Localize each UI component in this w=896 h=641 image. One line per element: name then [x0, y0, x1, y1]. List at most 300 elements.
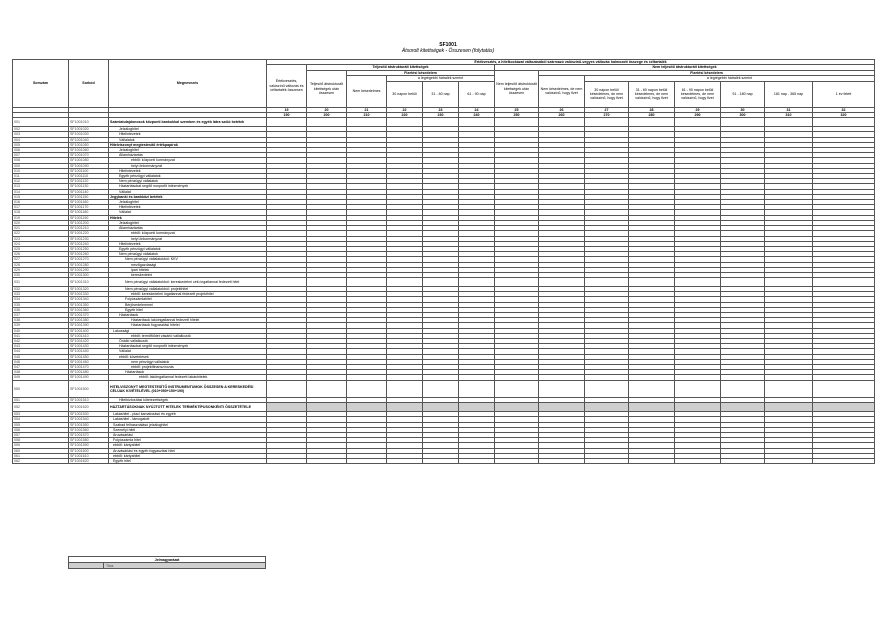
row-label: ebből: kártyahitel: [109, 453, 267, 458]
row-code: SF1001110: [69, 174, 109, 179]
column-number: 25: [495, 107, 539, 112]
row-label: mezőgazdasági: [109, 262, 267, 267]
row-number: 025: [13, 246, 69, 251]
value-cell[interactable]: [347, 459, 387, 464]
row-label: ipari hitelek: [109, 267, 267, 272]
value-cell[interactable]: [675, 278, 721, 287]
row-label: Egyéb pénzügyi vállalatok: [109, 174, 267, 179]
table-body: [13, 118, 875, 464]
row-label: Lakáshitel - támogatott: [109, 417, 267, 422]
column-code: 320: [813, 113, 875, 118]
row-code: SF1001560: [69, 427, 109, 432]
row-label: Hitelintézetek: [109, 132, 267, 137]
value-cell[interactable]: [459, 118, 495, 127]
row-code: SF1001460: [69, 359, 109, 364]
value-cell[interactable]: [307, 403, 347, 412]
row-number: 056: [13, 427, 69, 432]
row-label: Államháztartás: [109, 226, 267, 231]
row-number: 003: [13, 132, 69, 137]
row-number: 034: [13, 297, 69, 302]
value-cell[interactable]: [813, 459, 875, 464]
row-label: Nem pénzügyi vállalatokból: KKV: [109, 257, 267, 262]
row-label: Háztartásokat segítő nonprofit intézmények: [109, 184, 267, 189]
row-label: Hitelbiztosítási kötelezettségek: [109, 398, 267, 403]
value-cell[interactable]: [721, 278, 765, 287]
row-number: 001: [13, 118, 69, 127]
row-code: SF1001230: [69, 236, 109, 241]
value-cell[interactable]: [585, 459, 629, 464]
row-label: Hitelintézetek: [109, 241, 267, 246]
row-number: 058: [13, 438, 69, 443]
column-code: 250: [495, 113, 539, 118]
table-row: [13, 459, 875, 464]
row-label: Bérjövedelemmel: [109, 302, 267, 307]
value-cell[interactable]: [675, 380, 721, 398]
row-code: SF1001100: [69, 168, 109, 173]
row-label: Egyéb hitel: [109, 307, 267, 312]
header-days-2: a legrégebbi hátralék szerint: [585, 76, 875, 81]
column-code: 260: [539, 113, 585, 118]
value-cell[interactable]: [423, 118, 459, 127]
row-number: 031: [13, 278, 69, 287]
row-code: SF1001130: [69, 184, 109, 189]
column-code: 190: [267, 113, 307, 118]
header-col-22: 30 napon belüli: [387, 81, 423, 107]
row-code: SF1001600: [69, 448, 109, 453]
row-number: 057: [13, 432, 69, 437]
row-code: SF1001220: [69, 231, 109, 236]
legend-item: Tilos: [104, 563, 266, 569]
row-label: kereskedelmi: [109, 272, 267, 277]
row-number: 017: [13, 205, 69, 210]
header-col-24: 61 - 90 nap: [459, 81, 495, 107]
row-label: Háztartások: [109, 312, 267, 317]
row-number: 002: [13, 127, 69, 132]
row-code: SF1001340: [69, 297, 109, 302]
row-code: SF1001520: [69, 403, 109, 412]
row-label: Folyószámla hitel: [109, 438, 267, 443]
row-code: SF1001390: [69, 323, 109, 328]
row-code: SF1001150: [69, 194, 109, 199]
report-table: [12, 59, 875, 464]
row-number: 030: [13, 272, 69, 277]
row-code: SF1001500: [69, 380, 109, 398]
value-cell[interactable]: [765, 278, 813, 287]
value-cell[interactable]: [629, 278, 675, 287]
row-label: Jelzáloghitel: [109, 127, 267, 132]
row-code: SF1001160: [69, 200, 109, 205]
column-number: 22: [387, 107, 423, 112]
value-cell[interactable]: [765, 380, 813, 398]
row-label: Vállalat: [109, 210, 267, 215]
value-cell[interactable]: [387, 278, 423, 287]
value-cell[interactable]: [539, 278, 585, 287]
value-cell[interactable]: [721, 380, 765, 398]
row-code: SF1001190: [69, 215, 109, 220]
value-cell[interactable]: [539, 403, 585, 412]
row-code: SF1001090: [69, 163, 109, 168]
row-label: Hitelintézetek: [109, 205, 267, 210]
legend-table: [68, 556, 266, 569]
column-code: 200: [307, 113, 347, 118]
row-number: 051: [13, 398, 69, 403]
value-cell[interactable]: [459, 459, 495, 464]
row-number: 042: [13, 338, 69, 343]
column-code: 310: [765, 113, 813, 118]
row-number: 039: [13, 323, 69, 328]
report-subtitle: Átsorolt kitettségek - Összesen (folytatás): [401, 48, 495, 54]
row-code: SF1001030: [69, 132, 109, 137]
row-code: SF1001050: [69, 142, 109, 147]
row-label: Lakáshitel - piaci kamatozású és egyéb: [109, 412, 267, 417]
value-cell[interactable]: [307, 118, 347, 127]
value-cell[interactable]: [267, 459, 307, 464]
row-label: Jelzáloghitel: [109, 220, 267, 225]
row-label: Jelzáloghitel: [109, 148, 267, 153]
row-number: 038: [13, 318, 69, 323]
row-code: SF1001590: [69, 443, 109, 448]
value-cell[interactable]: [539, 459, 585, 464]
row-label: Lakossági: [109, 328, 267, 333]
row-label: Vállalat: [109, 189, 267, 194]
row-code: SF1001440: [69, 349, 109, 354]
row-number: 032: [13, 286, 69, 291]
row-label: Szabad felhasználású jelzáloghitel: [109, 422, 267, 427]
row-number: 023: [13, 236, 69, 241]
row-code: SF1001350: [69, 302, 109, 307]
row-number: 029: [13, 267, 69, 272]
row-label: Önálló vállalkozók: [109, 338, 267, 343]
value-cell[interactable]: [539, 118, 585, 127]
value-cell[interactable]: [495, 118, 539, 127]
value-cell[interactable]: [721, 459, 765, 464]
row-number: 052: [13, 403, 69, 412]
value-cell[interactable]: [423, 278, 459, 287]
column-code: 290: [675, 113, 721, 118]
row-number: 015: [13, 194, 69, 199]
row-number: 036: [13, 307, 69, 312]
row-code: SF1001180: [69, 210, 109, 215]
value-cell[interactable]: [495, 403, 539, 412]
row-number: 048: [13, 370, 69, 375]
row-code: SF1001070: [69, 153, 109, 158]
header-col-26: Nem késedelmes, de nem valószínű, hogy fizet: [539, 76, 585, 107]
table-row: [13, 118, 875, 127]
value-cell[interactable]: [675, 459, 721, 464]
row-label: helyi önkormányzat: [109, 236, 267, 241]
row-label: ebből: kártyahitel: [109, 443, 267, 448]
column-number: 31: [765, 107, 813, 112]
value-cell[interactable]: [721, 118, 765, 127]
value-cell[interactable]: [629, 118, 675, 127]
value-cell[interactable]: [629, 403, 675, 412]
row-number: 047: [13, 364, 69, 369]
legend-title: Jelmagyarázat: [69, 557, 266, 563]
row-label: Jegybanki és bankközi betétek: [109, 194, 267, 199]
header-past-due-1: Fizetési késedelem: [347, 70, 495, 75]
value-cell[interactable]: [423, 459, 459, 464]
column-number: 20: [307, 107, 347, 112]
report-code: SF1001: [439, 42, 457, 48]
header-col-29: 61 - 90 napon belüli késedelmes, de nem valószínű, hogy fizet: [675, 81, 721, 107]
value-cell[interactable]: [387, 459, 423, 464]
row-number: 049: [13, 375, 69, 380]
header-group-nonperforming: Nem teljesítő átstrukturált kitettségek: [495, 65, 875, 70]
row-code: SF1001200: [69, 220, 109, 225]
value-cell[interactable]: [347, 118, 387, 127]
row-number: 046: [13, 359, 69, 364]
header-col-21: Nem késedelmes: [347, 76, 387, 107]
value-cell[interactable]: [813, 278, 875, 287]
row-number: 006: [13, 148, 69, 153]
value-cell[interactable]: [267, 380, 307, 398]
row-code: SF1001300: [69, 272, 109, 277]
value-cell[interactable]: [459, 380, 495, 398]
column-number: 24: [459, 107, 495, 112]
row-code: SF1001280: [69, 262, 109, 267]
row-label: ebből: projektfinanszírozás: [109, 364, 267, 369]
value-cell[interactable]: [423, 380, 459, 398]
row-code: SF1001310: [69, 278, 109, 287]
row-label: ebből: követelések: [109, 354, 267, 359]
row-label: ebből: termőföldet vásárló vállalkozók: [109, 333, 267, 338]
value-cell[interactable]: [387, 403, 423, 412]
column-code: 230: [423, 113, 459, 118]
row-number: 040: [13, 328, 69, 333]
value-cell[interactable]: [267, 118, 307, 127]
header-megnevezes: Megnevezés: [109, 60, 267, 108]
table-row: [13, 278, 875, 287]
value-cell[interactable]: [585, 278, 629, 287]
row-number: 014: [13, 189, 69, 194]
row-label: Hitelviszonyt megtestesítő értékpapírok: [109, 142, 267, 147]
row-code: SF1001290: [69, 267, 109, 272]
header-col-27: 30 napon belüli késedelmes, de nem valószínű, hogy fizet: [585, 81, 629, 107]
row-code: SF1001420: [69, 338, 109, 343]
header-past-due-2: Fizetési késedelem: [539, 70, 875, 75]
row-code: SF1001260: [69, 252, 109, 257]
value-cell[interactable]: [765, 459, 813, 464]
row-number: 027: [13, 257, 69, 262]
row-code: SF1001410: [69, 333, 109, 338]
row-label: Nem pénzügyi vállalatok: [109, 179, 267, 184]
value-cell[interactable]: [459, 278, 495, 287]
column-number: 30: [721, 107, 765, 112]
row-code: SF1001060: [69, 148, 109, 153]
header-col-23: 31 - 60 nap: [423, 81, 459, 107]
row-number: 013: [13, 184, 69, 189]
row-number: 004: [13, 137, 69, 142]
column-code: 270: [585, 113, 629, 118]
value-cell[interactable]: [347, 403, 387, 412]
value-cell[interactable]: [675, 118, 721, 127]
row-label: Folyószámlahitel: [109, 297, 267, 302]
row-code: SF1001540: [69, 417, 109, 422]
row-number: 018: [13, 210, 69, 215]
row-code: SF1001610: [69, 453, 109, 458]
header-col-31: 181 nap - 365 nap: [765, 81, 813, 107]
row-code: SF1001010: [69, 118, 109, 127]
row-label: Háztartások lakóingatlannal fedezett hitelei: [109, 318, 267, 323]
row-code: SF1001430: [69, 344, 109, 349]
row-label: Háztartások fogyasztási hitelei: [109, 323, 267, 328]
header-col-32: 1 év felett: [813, 81, 875, 107]
row-code: SF1001400: [69, 328, 109, 333]
row-label: nem pénzügyi vállalatok: [109, 359, 267, 364]
header-days-1: a legrégebbi hátralék szerint: [387, 76, 495, 81]
row-number: 007: [13, 153, 69, 158]
value-cell[interactable]: [347, 278, 387, 287]
row-label: Vállalatok: [109, 137, 267, 142]
row-label: Hitelintézetek: [109, 168, 267, 173]
row-label: HÁZTARTÁSOKNAK NYÚJTOTT HITELEK TERMÉKTÍPUSONKÉNTI ÖSSZETÉTELE: [109, 403, 267, 412]
value-cell[interactable]: [539, 380, 585, 398]
row-label: Nem pénzügyi vállalatokból: kereskedelmi célú ingatlannal fedezett hitel: [109, 278, 267, 287]
row-label: Nem pénzügyi vállalatok: [109, 252, 267, 257]
row-code: SF1001530: [69, 412, 109, 417]
value-cell[interactable]: [765, 403, 813, 412]
row-label: Személyi hitel: [109, 427, 267, 432]
row-code: SF1001120: [69, 179, 109, 184]
column-number: 23: [423, 107, 459, 112]
row-number: 043: [13, 344, 69, 349]
value-cell[interactable]: [813, 380, 875, 398]
value-cell[interactable]: [585, 380, 629, 398]
column-number: 19: [267, 107, 307, 112]
row-number: 044: [13, 349, 69, 354]
row-number: 028: [13, 262, 69, 267]
row-code: SF1001620: [69, 459, 109, 464]
row-label: ebből: kereskedelmi ingatlannal fedezett projekthitel: [109, 292, 267, 297]
row-label: helyi önkormányzat: [109, 163, 267, 168]
value-cell[interactable]: [495, 278, 539, 287]
header-group-performing: Teljesítő átstrukturált kitettségek: [307, 65, 495, 70]
value-cell[interactable]: [495, 380, 539, 398]
row-number: 008: [13, 158, 69, 163]
value-cell[interactable]: [307, 459, 347, 464]
row-label: Háztartásokat segítő nonprofit intézmények: [109, 344, 267, 349]
row-code: SF1001360: [69, 307, 109, 312]
value-cell[interactable]: [495, 459, 539, 464]
row-label: Háztartások: [109, 370, 267, 375]
row-code: SF1001490: [69, 375, 109, 380]
row-number: 061: [13, 453, 69, 458]
row-number: 022: [13, 231, 69, 236]
row-number: 054: [13, 417, 69, 422]
value-cell[interactable]: [629, 380, 675, 398]
value-cell[interactable]: [267, 403, 307, 412]
column-number: 21: [347, 107, 387, 112]
column-code: 280: [629, 113, 675, 118]
row-label: HITELVISZONYT MEGTESTESÍTŐ INSTRUMENTUMOK ÖSSZESEN A KERESKEDÉSI CÉLÚAK KIVÉTELÉVEL (010+050+150+190): [109, 380, 267, 398]
value-cell[interactable]: [347, 380, 387, 398]
column-number: 29: [675, 107, 721, 112]
row-label: Egyéb hitel: [109, 459, 267, 464]
header-col-19: Értékvesztés, valószínű változás és céltartalék összesen: [267, 65, 307, 107]
row-number: 050: [13, 380, 69, 398]
value-cell[interactable]: [459, 403, 495, 412]
row-code: SF1001570: [69, 432, 109, 437]
row-number: 041: [13, 333, 69, 338]
row-number: 010: [13, 168, 69, 173]
column-code: 210: [347, 113, 387, 118]
value-cell[interactable]: [423, 403, 459, 412]
row-number: 035: [13, 302, 69, 307]
row-code: SF1001170: [69, 205, 109, 210]
value-cell[interactable]: [267, 278, 307, 287]
row-label: Vállalat: [109, 349, 267, 354]
row-code: SF1001040: [69, 137, 109, 142]
row-number: 059: [13, 443, 69, 448]
header-sorszam: Sorszám: [13, 60, 69, 108]
table-row: [13, 403, 875, 412]
row-number: 026: [13, 252, 69, 257]
row-label: Számlatulajdonosok központi bankokkal szemben és egyéb látra szóló betétek: [109, 118, 267, 127]
value-cell[interactable]: [387, 118, 423, 127]
value-cell[interactable]: [813, 403, 875, 412]
row-code: SF1001480: [69, 370, 109, 375]
column-number: 32: [813, 107, 875, 112]
row-label: Áruvásárlási: [109, 432, 267, 437]
legend-swatch: [69, 563, 104, 569]
row-code: SF1001550: [69, 422, 109, 427]
column-number: 28: [629, 107, 675, 112]
row-number: 009: [13, 163, 69, 168]
row-code: SF1001140: [69, 189, 109, 194]
row-code: SF1001370: [69, 312, 109, 317]
value-cell[interactable]: [585, 403, 629, 412]
row-label: Jelzáloghitel: [109, 200, 267, 205]
row-number: 012: [13, 179, 69, 184]
column-code: 240: [459, 113, 495, 118]
column-code: 300: [721, 113, 765, 118]
header-col-20: Teljesítő átstrukturált kitettségek után összesen: [307, 70, 347, 107]
column-code: 220: [387, 113, 423, 118]
value-cell[interactable]: [765, 118, 813, 127]
column-number: 26: [539, 107, 585, 112]
value-cell[interactable]: [307, 380, 347, 398]
header-banner: Értékvesztés, a hitelkockázat változásából származó valószínű-vegyes változás halmozott összege és céltartalék: [267, 60, 875, 65]
row-number: 045: [13, 354, 69, 359]
header-col-25: Nem teljesítő átstrukturált kitettségek után összesen: [495, 70, 539, 107]
row-code: SF1001450: [69, 354, 109, 359]
row-label: Áruvásárlási és egyéb fogyasztási hitel: [109, 448, 267, 453]
value-cell[interactable]: [307, 278, 347, 287]
row-label: ebből: központi kormányzat: [109, 231, 267, 236]
row-code: SF1001470: [69, 364, 109, 369]
row-code: SF1001510: [69, 398, 109, 403]
row-number: 005: [13, 142, 69, 147]
value-cell[interactable]: [721, 403, 765, 412]
row-code: SF1001320: [69, 286, 109, 291]
row-code: SF1001020: [69, 127, 109, 132]
row-label: Nem pénzügyi vállalatokból: projekthitel: [109, 286, 267, 291]
value-cell[interactable]: [585, 118, 629, 127]
row-number: 033: [13, 292, 69, 297]
value-cell[interactable]: [675, 403, 721, 412]
row-number: 019: [13, 215, 69, 220]
value-cell[interactable]: [387, 380, 423, 398]
value-cell[interactable]: [629, 459, 675, 464]
row-number: 011: [13, 174, 69, 179]
value-cell[interactable]: [813, 118, 875, 127]
row-label: ebből: központi kormányzat: [109, 158, 267, 163]
column-number: 27: [585, 107, 629, 112]
row-number: 020: [13, 220, 69, 225]
row-label: Egyéb pénzügyi vállalatok: [109, 246, 267, 251]
header-col-30: 91 - 180 nap: [721, 81, 765, 107]
row-number: 060: [13, 448, 69, 453]
